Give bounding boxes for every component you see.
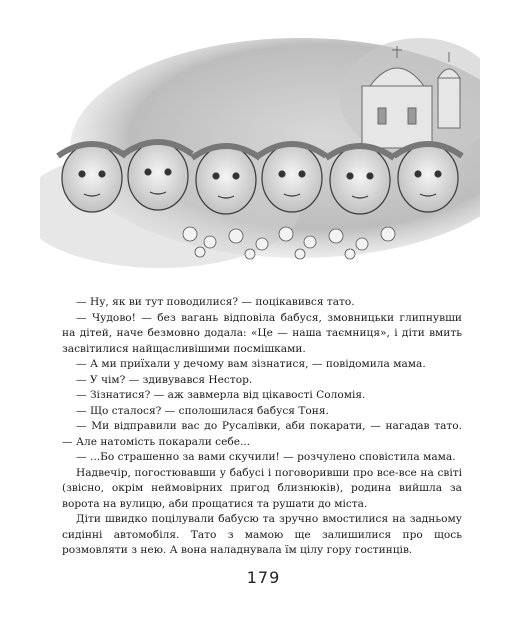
paragraph: Діти швидко поцілували бабусю та зручно вмостилися на задньому сидінні автомобіля. Тато з мамою ще залишилися про щось розмовляти з нею. А вона наладнувала їм цілу гору гостинців.: [62, 513, 462, 556]
paragraph: — Ми відправили вас до Русалівки, аби покарати, — нагадав тато. — Але натомість покарали себе...: [62, 420, 462, 448]
paragraph: — Ну, як ви тут поводилися? — поцікавився тато.: [76, 296, 355, 308]
paragraph: — Чудово! — без вагань відповіла бабуся, змовницьки глипнувши на дітей, наче безмовно додала: «Це — наша таємниця», і діти вмить засвітилися найщасливішими посмішками.: [62, 311, 462, 355]
page-number: 179: [246, 568, 281, 587]
paragraph: — ...Бо страшенно за вами скучили! — розчулено сповістила мама.: [76, 451, 456, 463]
paragraph: Надвечір, погостювавши у бабусі і поговоривши про все-все на світі (звісно, окрім неймовірних пригод близнюків), родина вийшла за ворота на вулицю, аби прощатися та рушати до міста.: [62, 466, 462, 510]
paragraph: — А ми приїхали у дечому вам зізнатися, — повідомила мама.: [76, 358, 426, 370]
illustration-children-wreaths: [40, 38, 480, 286]
paragraph: — Що сталося? — сполошилася бабуся Тоня.: [76, 404, 329, 417]
children-drawing: [40, 38, 480, 286]
story-text: [62, 295, 462, 559]
paragraph: — У чім? — здивувався Нестор.: [76, 373, 253, 386]
paragraph: — Зізнатися? — аж завмерла від цікавості Соломія.: [76, 389, 366, 401]
